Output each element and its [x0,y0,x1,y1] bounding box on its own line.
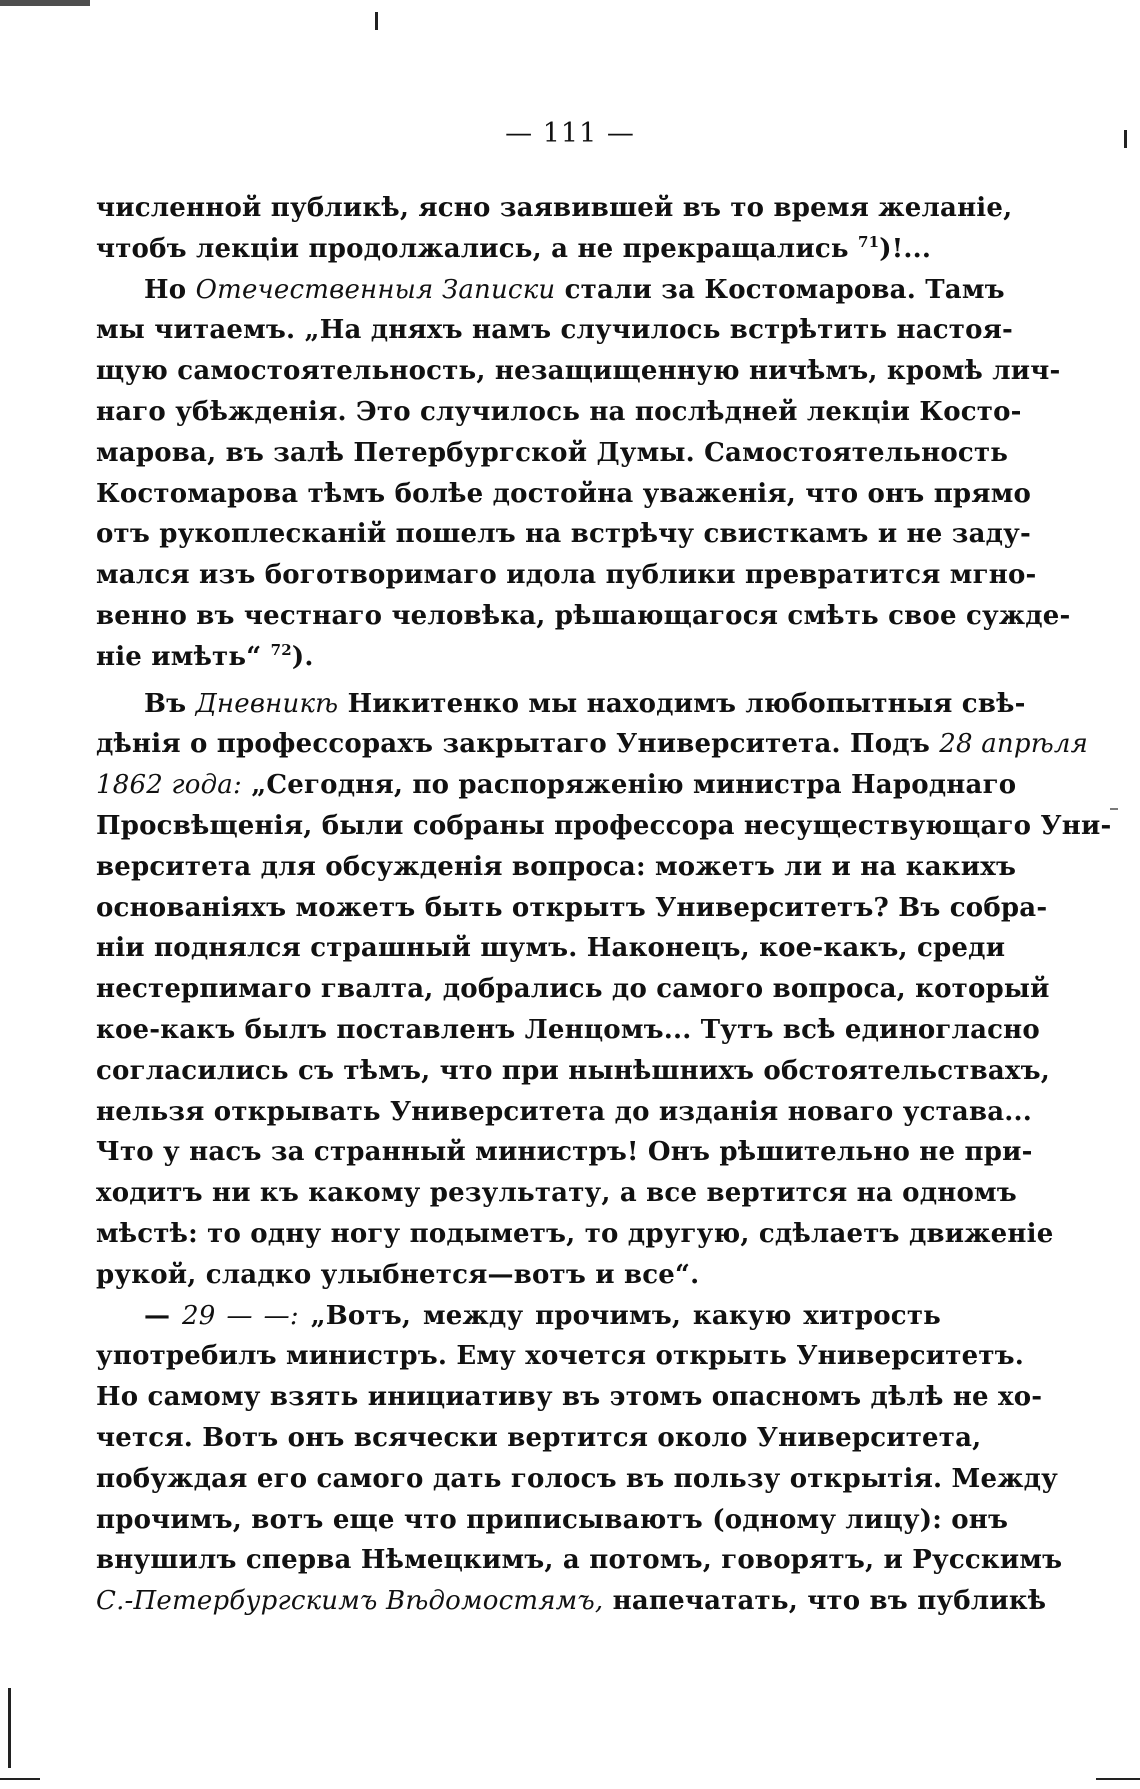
scan-edge-mark [1096,1778,1140,1780]
text-line: щую самостоятельность, незащищенную ничѣмъ, кромѣ лич- [96,356,1061,387]
text-line: согласились съ тѣмъ, что при нынѣшнихъ обстоятельствахъ, [96,1055,1050,1086]
text-line: верситета для обсужденія вопроса: можетъ ли и на какихъ [96,851,1017,882]
text-line: мался изъ боготворимаго идола публики превратится мгно- [96,560,1037,591]
text-line: основаніяхъ можетъ быть открытъ Университетъ? Въ собра- [96,892,1048,923]
body-text [96,188,1112,1622]
text-line: 1862 года: „Сегодня, по распоряженію министра Народнаго [96,770,1017,801]
text-line: кое-какъ былъ поставленъ Ленцомъ... Тутъ всѣ единогласно [96,1014,1040,1045]
text-line: Но самому взять инициативу въ этомъ опасномъ дѣлѣ не хо- [96,1382,1043,1413]
text-line: численной публикѣ, ясно заявившей въ то время желаніе, [96,193,1013,223]
page-number: — 111 — [505,118,635,149]
text-line: дѣнія о профессорахъ закрытаго Университета. Подъ 28 апрѣля [96,729,1088,760]
text-line: внушилъ сперва Нѣмецкимъ, а потомъ, говорятъ, и Русскимъ [96,1545,1063,1576]
scan-edge-mark [8,1688,11,1768]
text-line: употребилъ министръ. Ему хочется открыть Университетъ. [96,1341,1025,1372]
scan-edge-mark [1110,808,1118,810]
text-line: наго убѣжденія. Это случилось на послѣдней лекціи Косто- [96,396,1022,427]
text-line: мѣстѣ: то одну ногу подыметъ, то другую, сдѣлаетъ движеніе [96,1218,1054,1249]
text-line: Въ Дневникѣ Никитенко мы находимъ любопытныя свѣ- [144,688,1026,719]
text-line: С.-Петербургскимъ Вѣдомостямъ, напечатать, что въ публикѣ [96,1586,1047,1617]
book-title: Дневникѣ [195,688,339,719]
date-reference: 1862 года: [96,770,242,801]
text-line: Костомарова тѣмъ болѣе достойна уваженія, что онъ прямо [96,478,1032,509]
text-line: чется. Вотъ онъ всячески вертится около Университета, [96,1422,982,1453]
text-line: Но Отечественныя Записки стали за Костомарова. Тамъ [144,274,1005,305]
date-reference: 28 апрѣля [939,729,1088,760]
text-line: ніи поднялся страшный шумъ. Наконецъ, кое-какъ, среди [96,933,1006,964]
scan-edge-mark [375,12,378,30]
text-line: марова, въ залѣ Петербургской Думы. Самостоятельность [96,437,1009,468]
journal-title: Отечественныя Записки [195,274,556,305]
text-line: прочимъ, вотъ еще что приписываютъ (одному лицу): онъ [96,1504,1009,1535]
scan-edge-mark [0,0,90,6]
date-reference: 29 — —: [181,1300,299,1331]
text-line: чтобъ лекціи продолжались, а не прекращались $^{71}$)!... [96,232,932,264]
text-line: мы читаемъ. „На дняхъ намъ случилось встрѣтить настоя- [96,315,1014,346]
text-line: нестерпимаго гвалта, добрались до самого вопроса, который [96,974,1050,1005]
text-line: венно въ честнаго человѣка, рѣшающагося смѣть свое сужде- [96,600,1071,631]
text-line: — 29 — —: „Вотъ, между прочимъ, какую хитрость [144,1300,941,1331]
newspaper-title: С.-Петербургскимъ Вѣдомостямъ, [96,1586,604,1617]
text-line: отъ рукоплесканій пошелъ на встрѣчу свисткамъ и не заду- [96,519,1031,550]
text-line: Просвѣщенія, были собраны профессора несуществующаго Уни- [96,810,1112,841]
text-line: нельзя открывать Университета до изданія новаго устава... [96,1096,1033,1127]
text-line: рукой, сладко улыбнется—вотъ и все“. [96,1259,700,1290]
footnote-ref: 71 [857,232,880,251]
scan-edge-mark [0,1778,40,1780]
text-line: ніе имѣть“ $^{72}$). [96,640,314,672]
text-line: Что у насъ за странный министръ! Онъ рѣшительно не при- [96,1137,1033,1168]
text-line: ходитъ ни къ какому результату, а все вертится на одномъ [96,1178,1017,1209]
footnote-ref: 72 [270,640,292,659]
text-line: побуждая его самого дать голосъ въ пользу открытія. Между [96,1463,1059,1494]
